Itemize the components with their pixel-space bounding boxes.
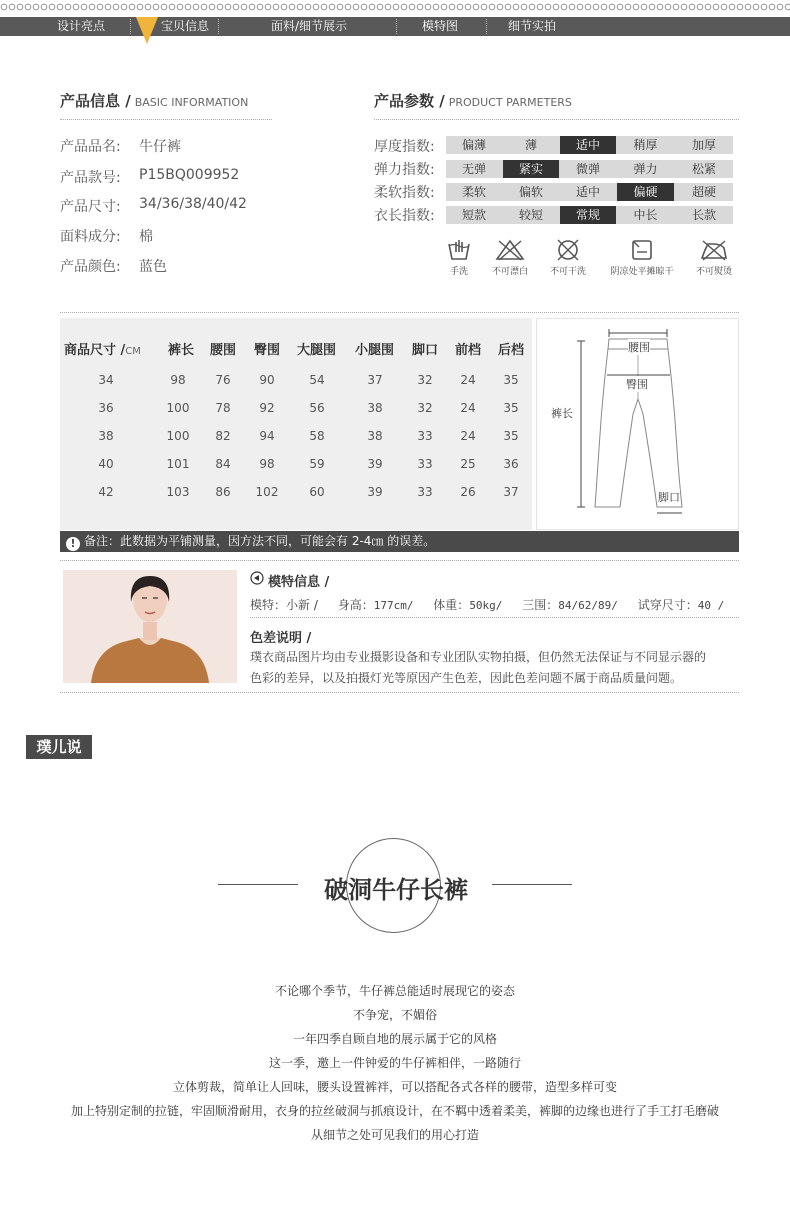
- param-option: 薄: [524, 138, 537, 152]
- care-shade-dry: [604, 238, 680, 277]
- col-header: 前档: [455, 343, 482, 358]
- info-label-fabric: 面料成分:: [60, 229, 121, 245]
- model-stats: [250, 596, 724, 613]
- divider: [60, 692, 739, 693]
- size-value-cell: 82: [215, 429, 231, 443]
- model-stat-label: 身高：: [337, 598, 374, 612]
- model-stat-label: 体重：: [433, 598, 470, 612]
- size-value-cell: 101: [166, 457, 190, 471]
- size-value-cell: 86: [215, 485, 231, 499]
- size-value-cell: 37: [503, 485, 519, 499]
- param-option: 适中: [575, 185, 600, 199]
- size-value-cell: 56: [309, 401, 325, 415]
- info-value-name: 牛仔裤: [139, 139, 181, 155]
- size-value-cell: 92: [259, 401, 275, 415]
- param-label-length: 衣长指数:: [374, 208, 435, 224]
- size-value-cell: 26: [460, 485, 476, 499]
- description-line: 立体剪裁，简单让人回味，腰头设置裤袢，可以搭配各式各样的腰带，造型多样可变: [172, 1080, 617, 1094]
- size-value-cell: 37: [367, 373, 383, 387]
- col-header: 裤长: [168, 343, 195, 358]
- care-label: 不可漂白: [491, 267, 528, 277]
- param-option: 柔软: [461, 185, 486, 199]
- divider: [60, 119, 272, 120]
- size-value-cell: 33: [417, 457, 433, 471]
- color-diff-line: 色彩的差异，以及拍摄灯光等原因产生色差，因此色差问题不属于商品质量问题。: [250, 671, 683, 685]
- info-label-sku: 产品款号:: [60, 170, 121, 186]
- param-option: 偏软: [518, 185, 543, 199]
- size-value-cell: 60: [309, 485, 325, 499]
- model-stat-value: 84/62/89/: [558, 599, 618, 612]
- diagram-hip-label: 臀围: [626, 378, 648, 391]
- nav-detail-photos[interactable]: 细节实拍: [508, 19, 557, 33]
- care-label: 不可干洗: [549, 267, 586, 277]
- nav-model-photos[interactable]: 模特图: [422, 19, 459, 33]
- size-label-cell: 42: [98, 485, 114, 499]
- no-dry-clean-icon: [555, 238, 581, 262]
- model-stat-label: 模特：: [250, 598, 287, 612]
- care-no-dry-clean: [544, 238, 592, 277]
- size-value-cell: 90: [259, 373, 275, 387]
- size-value-cell: 100: [166, 401, 190, 415]
- size-value-cell: 100: [166, 429, 190, 443]
- param-option: 偏薄: [461, 138, 486, 152]
- thickness-scale: [446, 136, 733, 154]
- model-photo: [63, 570, 237, 683]
- param-option: 超硬: [691, 185, 716, 199]
- param-option: 松紧: [691, 162, 716, 176]
- care-no-bleach: [486, 238, 534, 277]
- description-line: 不论哪个季节，牛仔裤总能适时展现它的姿态: [274, 984, 515, 998]
- param-option: 加厚: [691, 138, 716, 152]
- size-value-cell: 39: [367, 457, 383, 471]
- size-value-cell: 25: [460, 457, 476, 471]
- no-iron-icon: [699, 238, 729, 262]
- param-option: 稍厚: [633, 138, 658, 152]
- size-value-cell: 102: [255, 485, 279, 499]
- color-diff-title: 色差说明 /: [250, 631, 312, 646]
- param-option: 长款: [691, 208, 716, 222]
- softness-scale: [446, 183, 733, 201]
- divider: [250, 617, 739, 618]
- size-value-cell: 35: [503, 429, 519, 443]
- info-label-color: 产品颜色:: [60, 259, 121, 275]
- param-option: 常规: [560, 206, 616, 224]
- divider: [374, 119, 739, 120]
- param-option: 微弹: [575, 162, 600, 176]
- product-params-title-text: 产品参数: [374, 92, 435, 110]
- description-line: 这一季，邀上一件钟爱的牛仔裤相伴，一路随行: [268, 1056, 521, 1070]
- active-nav-marker-icon: [136, 17, 158, 44]
- param-option: 紧实: [503, 160, 559, 178]
- nav-divider: [486, 19, 487, 34]
- size-value-cell: 84: [215, 457, 231, 471]
- section-nav: [0, 17, 790, 36]
- size-value-cell: 76: [215, 373, 231, 387]
- info-label-sizes: 产品尺寸:: [60, 199, 121, 215]
- size-table: [60, 318, 532, 530]
- model-portrait-image: [63, 570, 237, 683]
- note-text: 备注：此数据为平铺测量，因方法不同，可能会有 2-4㎝ 的误差。: [84, 534, 436, 548]
- size-value-cell: 36: [503, 457, 519, 471]
- care-label: 手洗: [449, 267, 468, 277]
- info-icon: !: [66, 537, 80, 551]
- model-info-title: 模特信息 /: [268, 575, 330, 590]
- product-info-title: 产品信息 / BASIC INFORMATION: [60, 92, 249, 110]
- model-stat-label: 试穿尺寸：: [637, 598, 698, 612]
- param-option: 中长: [633, 208, 658, 222]
- param-label-softness: 柔软指数:: [374, 185, 435, 201]
- param-option: 无弹: [461, 162, 486, 176]
- size-value-cell: 33: [417, 429, 433, 443]
- pants-diagram: [536, 318, 739, 530]
- size-value-cell: 24: [460, 373, 476, 387]
- size-value-cell: 32: [417, 401, 433, 415]
- size-label-cell: 38: [98, 429, 114, 443]
- diagram-waist-label: 腰围: [628, 341, 650, 354]
- size-value-cell: 24: [460, 429, 476, 443]
- product-params-title: 产品参数 / PRODUCT PARMETERS: [374, 92, 572, 110]
- col-header: 小腿围: [355, 343, 395, 358]
- shade-dry-icon: [630, 238, 654, 262]
- info-value-fabric: 棉: [139, 229, 153, 245]
- size-value-cell: 78: [215, 401, 231, 415]
- size-value-cell: 38: [367, 401, 383, 415]
- care-no-iron: [690, 238, 738, 277]
- nav-product-info[interactable]: 宝贝信息: [161, 19, 210, 33]
- param-option: 短款: [461, 208, 486, 222]
- size-label-cell: 40: [98, 457, 114, 471]
- size-table-header: [64, 339, 141, 358]
- info-value-sizes: 34/36/38/40/42: [139, 196, 247, 212]
- param-option: 较短: [518, 208, 543, 222]
- elasticity-scale: [446, 160, 733, 178]
- col-header: 脚口: [412, 343, 439, 358]
- info-value-sku: P15BQ009952: [139, 167, 240, 183]
- care-label: 不可熨烫: [695, 267, 732, 277]
- description-line: 加上特别定制的拉链，牢固顺滑耐用，衣身的拉丝破洞与抓痕设计，在不羁中透着柔美，裤脚的边缘也进行了手工打毛磨破: [70, 1104, 719, 1118]
- param-label-elasticity: 弹力指数:: [374, 162, 435, 178]
- info-value-color: 蓝色: [139, 259, 167, 275]
- col-header: 臀围: [254, 343, 281, 358]
- size-value-cell: 94: [259, 429, 275, 443]
- size-value-cell: 38: [367, 429, 383, 443]
- col-header: 腰围: [210, 343, 237, 358]
- description-line: 从细节之处可见我们的用心打造: [310, 1128, 479, 1142]
- info-label-name: 产品品名:: [60, 139, 121, 155]
- size-value-cell: 98: [259, 457, 275, 471]
- description-line: 一年四季自顾自地的展示属于它的风格: [292, 1032, 497, 1046]
- divider: [60, 560, 739, 561]
- model-stat-value: 177cm/: [373, 599, 414, 612]
- size-label-cell: 36: [98, 401, 114, 415]
- title-rule-right: [492, 884, 572, 885]
- size-header-unit: CM: [125, 346, 141, 357]
- model-stat-value: 40 /: [697, 599, 725, 612]
- size-value-cell: 39: [367, 485, 383, 499]
- hand-wash-icon: [446, 238, 472, 262]
- nav-design-highlights[interactable]: 设计亮点: [57, 19, 106, 33]
- diagram-length-label: 裤长: [551, 407, 573, 420]
- size-value-cell: 59: [309, 457, 325, 471]
- product-info-title-text: 产品信息: [60, 92, 121, 110]
- size-value-cell: 35: [503, 401, 519, 415]
- size-value-cell: 103: [166, 485, 190, 499]
- divider: [60, 312, 739, 313]
- size-value-cell: 54: [309, 373, 325, 387]
- col-header: 大腿围: [297, 343, 337, 358]
- nav-divider: [396, 19, 397, 34]
- nav-divider: [218, 19, 219, 34]
- brand-talk-badge: 璞儿说: [26, 735, 92, 759]
- product-info-subtitle: BASIC INFORMATION: [134, 96, 249, 109]
- description-line: 不争宠，不媚俗: [352, 1008, 437, 1022]
- care-label: 阴凉处平摊晾干: [610, 267, 674, 277]
- size-value-cell: 98: [170, 373, 186, 387]
- nav-divider: [130, 19, 131, 34]
- arrow-left-circle-icon: [250, 571, 264, 585]
- measurement-note: [60, 531, 739, 552]
- size-value-cell: 24: [460, 401, 476, 415]
- size-value-cell: 58: [309, 429, 325, 443]
- param-option: 偏硬: [617, 183, 674, 201]
- size-value-cell: 32: [417, 373, 433, 387]
- diagram-hem-label: 脚口: [658, 491, 680, 504]
- param-option: 弹力: [633, 162, 658, 176]
- title-rule-left: [218, 884, 298, 885]
- product-params-subtitle: PRODUCT PARMETERS: [448, 96, 572, 109]
- param-option: 适中: [560, 136, 616, 154]
- size-header-label: 商品尺寸 /: [64, 343, 126, 358]
- size-value-cell: 35: [503, 373, 519, 387]
- section-title: 破洞牛仔长裤: [324, 876, 468, 904]
- size-value-cell: 33: [417, 485, 433, 499]
- col-header: 后档: [498, 343, 525, 358]
- model-stat-label: 三围：: [522, 598, 559, 612]
- top-decoration: [0, 0, 790, 14]
- param-label-thickness: 厚度指数:: [374, 139, 435, 155]
- model-stat-value: 小新 /: [286, 598, 318, 612]
- length-scale: [446, 206, 733, 224]
- nav-fabric-details[interactable]: 面料/细节展示: [271, 19, 348, 33]
- care-hand-wash: [442, 238, 476, 277]
- size-label-cell: 34: [98, 373, 114, 387]
- color-diff-line: 璞衣商品图片均由专业摄影设备和专业团队实物拍摄，但仍然无法保证与不同显示器的: [250, 650, 707, 664]
- no-bleach-icon: [495, 238, 525, 262]
- model-stat-value: 50kg/: [469, 599, 503, 612]
